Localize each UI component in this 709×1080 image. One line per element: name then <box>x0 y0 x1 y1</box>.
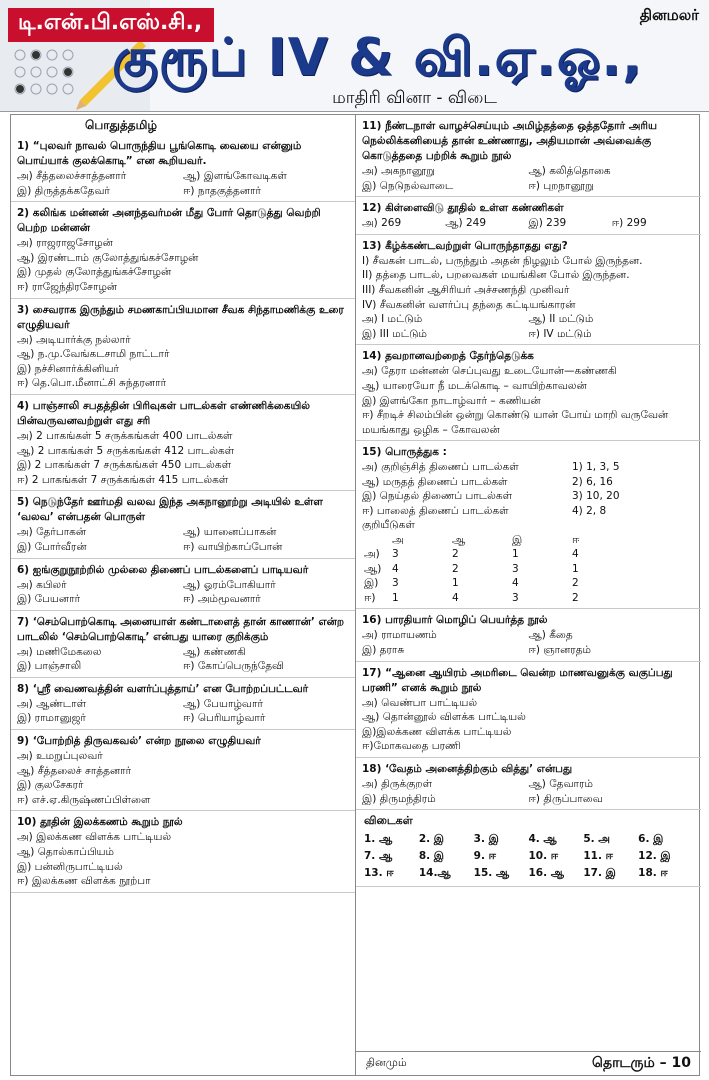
question-text: 7) ‘செம்பொற்கொடி அனையாள் கண்டாளைத் தான் காணான்’ என்ற பாடலில் ‘செம்பொற்கொடி’ என்பது யாரை குறிக்கும் <box>17 615 344 643</box>
answer-item: 13. ஈ <box>364 867 394 880</box>
answer-item: 9. ஈ <box>473 850 497 863</box>
option-row <box>362 792 695 807</box>
option: அ) 2 பாகங்கள் 5 சருக்கங்கள் 400 பாடல்கள் <box>17 429 233 442</box>
codes-cell: 2 <box>452 562 459 575</box>
option: ஆ) ஓரம்போகியார் <box>183 578 276 591</box>
question-text: 5) நெடுந்தேர் ஊர்மதி வலவ இந்த அகநானூற்று அடியில் உள்ள ‘வலவ’ என்பதன் பொருள் <box>17 496 323 524</box>
question-text: 2) கலிங்க மன்னன் அனந்தவர்மன் மீது போர் தொடுத்து வெற்றி பெற்ற மன்னன் <box>17 207 321 235</box>
option: ஈ) IV மட்டும் <box>528 327 592 340</box>
answer-item: 11. ஈ <box>583 850 613 863</box>
answer-item: 17. இ <box>583 867 616 880</box>
option: அ) திருக்குறள் <box>362 777 433 790</box>
question-text: 15) பொருத்துக : <box>362 446 447 459</box>
answer-item: 10. ஈ <box>528 850 559 863</box>
match-right: 1) 1, 3, 5 <box>572 461 620 474</box>
question-block <box>11 135 355 202</box>
option: அ) தேர்பாகன் <box>17 526 87 539</box>
answers-grid <box>356 831 701 882</box>
option: ஈ) இலக்கண விளக்க நூற்பா <box>17 875 151 888</box>
match-right: 3) 10, 20 <box>572 490 620 503</box>
option: அ) I மட்டும் <box>362 313 423 326</box>
option: ஆ) கலித்தொகை <box>528 165 611 177</box>
match-row <box>362 475 695 490</box>
option: அ) கபிலர் <box>17 578 67 591</box>
option: ஆ) தொன்னூல் விளக்க பாட்டியல் <box>362 711 526 724</box>
question-block <box>356 662 701 758</box>
option: ஆ) யானைப்பாகன் <box>183 526 277 539</box>
codes-head: ஆ <box>452 533 466 546</box>
answer-item: 6. இ <box>638 833 664 846</box>
option: இ) முதல் குலோத்துங்கச்சோழன் <box>17 266 172 279</box>
question-block <box>11 559 355 611</box>
option: அ) அடியார்க்கு நல்லார் <box>17 333 131 346</box>
option: இ) 239 <box>528 217 567 230</box>
answers-box <box>356 810 701 887</box>
option: ஆ) இரண்டாம் குலோத்துங்கச்சோழன் <box>17 251 199 264</box>
question-block <box>356 115 701 197</box>
answer-item: 3. இ <box>473 833 499 846</box>
option: இ) நச்சினார்க்கினியர் <box>17 362 119 375</box>
option: ஈ) பெரியாழ்வார் <box>183 712 266 725</box>
option: அ) வெண்பா பாட்டியல் <box>362 696 478 709</box>
question-text: 6) ஐங்குறுநூற்றில் முல்லை திணைப் பாடல்களைப் பாடியவர் <box>17 563 309 576</box>
option-row <box>17 697 349 712</box>
option: ஆ) யாரையோ நீ மடக்கொடி – வாயிற்காவலன் <box>362 379 587 392</box>
match-row <box>362 460 695 475</box>
option: ஈ) புறநானூறு <box>528 179 594 192</box>
option: அ) உமறுப்புலவர் <box>17 750 103 763</box>
option: ஈ) 299 <box>611 217 647 230</box>
option-row <box>17 578 349 593</box>
option: ஈ)மோகவதை பரணி <box>362 740 461 753</box>
answers-title: விடைகள் <box>364 814 413 828</box>
option-row <box>362 643 695 658</box>
answer-item: 16. ஆ <box>528 867 565 880</box>
question-block <box>11 730 355 811</box>
question-block <box>11 202 355 298</box>
codes-cell: 1 <box>392 591 399 604</box>
codes-cell: 4 <box>392 562 399 575</box>
option-row <box>362 628 695 643</box>
option: அ) மணிமேகலை <box>17 645 102 658</box>
option: அ) சீத்தலைச்சாத்தனார் <box>17 170 127 182</box>
codes-cell: 1 <box>452 577 459 590</box>
codes-grid <box>362 533 695 606</box>
answer-item: 1. ஆ <box>364 833 393 846</box>
option-row <box>17 645 349 660</box>
question-block <box>356 197 701 235</box>
option: அ) 269 <box>362 217 402 230</box>
option: இ) பன்னிருபாட்டியல் <box>17 860 123 873</box>
question-text: 1) “புலவர் நாவல் பொருந்திய பூங்கொடி வையை என்னும் பொய்யாக் குலக்கொடி” என கூறியவர். <box>17 140 302 167</box>
option: ஈ) சீறடிச் சிலம்பின் ஒன்று கொண்டு யான் போய் மாறி வருவேன் மயங்காது ஒழிக – கோவலன் <box>362 409 669 436</box>
option-row <box>17 592 349 607</box>
option: இ) பாஞ்சாலி <box>17 660 82 673</box>
codes-head: அ <box>392 533 404 546</box>
answer-item: 4. ஆ <box>528 833 557 846</box>
match-row <box>362 489 695 504</box>
option: அ) அகநானூறு <box>362 165 435 177</box>
match-right: 2) 6, 16 <box>572 475 613 488</box>
option: ஆ) II மட்டும் <box>528 313 594 326</box>
codes-head: இ <box>512 533 523 546</box>
codes-cell: 4 <box>452 591 459 604</box>
question-block <box>356 609 701 661</box>
codes-cell: அ) <box>364 548 380 561</box>
option-row <box>17 169 349 184</box>
match-left: அ) குறிஞ்சித் திணைப் பாடல்கள் <box>362 461 519 474</box>
question-block <box>356 758 701 810</box>
question-text: 4) பாஞ்சாலி சபதத்தின் பிரிவுகள் பாடல்கள் எண்ணிக்கையில் பின்வருவனவற்றுள் எது சரி <box>17 399 311 427</box>
option: இ) போர்வீரன் <box>17 540 87 553</box>
answer-item: 8. இ <box>418 850 444 863</box>
option-row <box>17 711 349 726</box>
option: ஈ) நாதகுத்தனார் <box>183 184 262 197</box>
question-block <box>11 811 355 892</box>
section-title: பொதுத்தமிழ் <box>85 118 158 132</box>
question-text: 14) தவறானவற்றைத் தேர்ந்தெடுக்க <box>362 350 534 363</box>
option-row <box>17 659 349 674</box>
option: இ) இளங்கோ நாடாழ்வார் – கணியன் <box>362 394 541 407</box>
page-title: குரூப் IV & வி.ஏ.ஓ., <box>112 28 643 88</box>
option: இ) தராசு <box>362 644 405 656</box>
option: ஆ) கண்ணகி <box>183 645 246 658</box>
option: ஆ) சீத்தலைச் சாத்தனார் <box>17 764 132 777</box>
header-banner <box>0 0 709 112</box>
option-row <box>362 312 695 327</box>
footer <box>356 1051 701 1075</box>
page-subtitle: மாதிரி வினா - விடை <box>332 88 497 108</box>
match-right: 4) 2, 8 <box>572 504 607 517</box>
content-frame <box>10 114 700 1076</box>
exam-name-banner: டி.என்.பி.எஸ்.சி., <box>8 8 214 42</box>
answer-item: 5. அ <box>583 833 610 846</box>
option: இ)இலக்கண விளக்க பாட்டியல் <box>362 725 512 738</box>
codes-cell: 4 <box>572 548 579 561</box>
match-left: இ) நெய்தல் திணைப் பாடல்கள் <box>362 490 513 503</box>
question-text: 11) நீண்டநாள் வாழச்செய்யும் அமிழ்தத்தை ஒத்ததோர் அரிய நெல்லிக்கனியைத் தான் உண்ணாது, அதியமான் அவ்வைக்கு கொடுத்ததை பற்றிக் கூறும் நூல் <box>362 120 657 162</box>
codes-cell: 1 <box>512 548 519 561</box>
statement-line: I) சீவகன் பாடல், பருந்தும் அதன் நிழலும் போல் இருந்தன. <box>362 254 643 267</box>
question-block <box>11 678 355 730</box>
answer-item: 18. ஈ <box>638 867 668 880</box>
option: ஈ) வாயிற்காப்போன் <box>183 540 283 553</box>
option: இ) திருத்தக்கதேவர் <box>17 184 110 197</box>
option: இ) ராமானுஜர் <box>17 712 86 725</box>
codes-cell: இ) <box>364 577 379 590</box>
option-row <box>362 216 695 231</box>
left-column <box>11 115 356 1075</box>
option: ஈ) எச்.ஏ.கிருஷ்ணப்பிள்ளை <box>17 793 151 806</box>
option: ஆ) கீதை <box>528 629 573 642</box>
option: ஈ) திருப்பாவை <box>528 792 603 805</box>
codes-cell: 2 <box>452 548 459 561</box>
codes-cell: 4 <box>512 577 519 590</box>
answer-item: 15. ஆ <box>473 867 510 880</box>
codes-label: குறியீடுகள் <box>362 519 415 532</box>
question-block <box>356 441 701 609</box>
option: ஈ) தெ.பொ.மீனாட்சி சுந்தரனார் <box>17 377 167 390</box>
answer-item: 12. இ <box>638 850 671 863</box>
option: அ) இலக்கண விளக்க பாட்டியல் <box>17 831 172 844</box>
option-row <box>17 540 349 555</box>
option: இ) பேயனார் <box>17 593 81 606</box>
match-left: ஆ) மருதத் திணைப் பாடல்கள் <box>362 475 508 488</box>
option-row <box>362 179 695 194</box>
statement-line: II) தத்தை பாடல், பறவைகள் மயங்கின போல் இருந்தன. <box>362 269 630 282</box>
option: அ) தேரா மன்னன் செப்புவது உடையோன்—கண்ணகி <box>362 365 617 378</box>
codes-cell: 1 <box>572 562 579 575</box>
option: இ) 2 பாகங்கள் 7 சருக்கங்கள் 450 பாடல்கள் <box>17 459 232 472</box>
newspaper-logo: தினமலர் <box>639 6 699 24</box>
option: ஆ) இளங்கோவடிகள் <box>183 170 287 182</box>
question-text: 10) தூதின் இலக்கணம் கூறும் நூல் <box>17 816 183 829</box>
match-row <box>362 504 695 519</box>
question-block <box>11 299 355 395</box>
codes-cell: 2 <box>572 577 579 590</box>
option: அ) ராமாயணம் <box>362 629 437 642</box>
footer-series: தொடரும் – 10 <box>592 1054 691 1071</box>
question-text: 18) ‘வேதம் அனைத்திற்கும் வித்து’ என்பது <box>362 762 573 775</box>
question-block <box>11 491 355 558</box>
answer-item: 14.ஆ <box>418 867 451 880</box>
option: இ) III மட்டும் <box>362 327 427 340</box>
question-block <box>11 395 355 491</box>
option-row <box>362 164 695 179</box>
codes-cell: ஆ) <box>364 562 382 575</box>
question-text: 8) ‘ஸ்ரீ வைணவத்தின் வளர்ப்புத்தாய்’ என போற்றப்பட்டவர் <box>17 682 309 695</box>
right-column <box>356 115 701 1075</box>
option: ஆ) தேவாரம் <box>528 777 593 790</box>
option: இ) திருமந்திரம் <box>362 792 436 805</box>
codes-cell: 3 <box>512 562 519 575</box>
codes-cell: 3 <box>512 591 519 604</box>
codes-head <box>364 533 392 548</box>
question-block <box>356 345 701 441</box>
statement-line: III) சீவகனின் ஆசிரியர் அச்சணந்தி முனிவர் <box>362 283 570 296</box>
option-row <box>17 184 349 199</box>
option: ஈ) ஞானரதம் <box>528 644 591 656</box>
option: ஆ) தொல்காப்பியம் <box>17 846 114 859</box>
codes-cell: 3 <box>392 548 399 561</box>
statement-line: IV) சீவகனின் வளர்ப்பு தந்தை கட்டியங்காரன் <box>362 298 576 311</box>
option: ஆ) 249 <box>445 217 487 230</box>
option: அ) ஆண்டாள் <box>17 697 87 710</box>
codes-cell: ஈ) <box>364 591 376 604</box>
option: இ) நெடுநல்வாடை <box>362 179 454 192</box>
question-text: 12) கிள்ளைவிடு தூதில் உள்ள கண்ணிகள் <box>362 202 564 215</box>
option: ஈ) 2 பாகங்கள் 7 சருக்கங்கள் 415 பாடல்கள் <box>17 473 229 486</box>
question-text: 13) கீழ்க்கண்டவற்றுள் பொருந்தாதது எது? <box>362 239 568 252</box>
match-left: ஈ) பாலைத் திணைப் பாடல்கள் <box>362 504 509 517</box>
option: ஈ) ராஜேந்திரசோழன் <box>17 280 118 293</box>
option: ஈ) கோப்பெருந்தேவி <box>183 660 285 673</box>
question-text: 9) ‘போற்றித் திருவகவல்’ என்ற நூலை எழுதியவர் <box>17 735 261 748</box>
codes-cell: 3 <box>392 577 399 590</box>
question-text: 16) பாரதியார் மொழிப் பெயர்த்த நூல் <box>362 614 548 627</box>
option-row <box>362 777 695 792</box>
option: ஆ) 2 பாகங்கள் 5 சருக்கங்கள் 412 பாடல்கள் <box>17 444 235 457</box>
option: ஆ) ந.மு.வேங்கடசாமி நாட்டார் <box>17 348 170 361</box>
question-block <box>11 611 355 678</box>
codes-head: ஈ <box>572 533 580 546</box>
question-text: 3) சைவராக இருந்தும் சமணகாப்பியமான சீவக சிந்தாமணிக்கு உரை எழுதியவர் <box>17 303 344 331</box>
option-row <box>17 525 349 540</box>
option: ஈ) அம்மூவனார் <box>183 593 261 606</box>
option: அ) ராஜராஜசோழன் <box>17 237 113 250</box>
question-text: 17) “ஆனை ஆயிரம் அமரிடை வென்ற மாணவனுக்கு வகுப்பது பரணி” எனக் கூறும் நூல் <box>362 666 673 694</box>
option-row <box>362 327 695 342</box>
codes-cell: 2 <box>572 591 579 604</box>
option: இ) குலசேகரர் <box>17 779 84 792</box>
answer-item: 7. ஆ <box>364 850 393 863</box>
question-block <box>356 235 701 346</box>
footer-daily: தினமும் <box>366 1056 407 1069</box>
answer-item: 2. இ <box>418 833 444 846</box>
option: ஆ) பேயாழ்வார் <box>183 697 263 710</box>
